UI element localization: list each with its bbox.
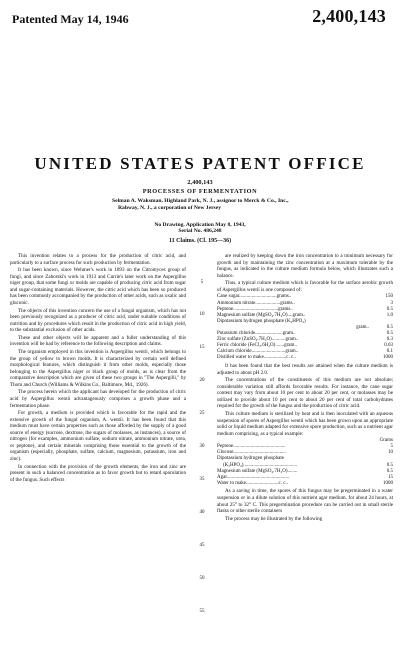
paragraph: The process herein which the applicant has developed for the production of citric acid by Aspergillus wentii advantageously comprises a growth phase and a fermentation phase.	[10, 389, 186, 409]
table-row: Peptone.......................................... 5	[217, 444, 393, 450]
line-number: 5	[200, 280, 204, 285]
claims-line: 11 Claims. (Cl. 195—36)	[168, 238, 232, 244]
table-row: Peptone....................................grams.. 0.5	[217, 306, 393, 312]
paragraph: It has been found that the best results are attained when the culture medium is adjusted to about pH 2.0.	[217, 363, 393, 376]
paragraph: This invention relates to a process for the production of citric acid, and particularly to a surface process for such production by fermentation.	[10, 253, 186, 266]
paragraph: The concentrations of the constituents of this medium are not absolute; considerable variation still affords favorable results. For instance, the cane sugar content may vary from about 10 per cent to about 20 per cent, or molasses may be utilized to provide about 10 per cent to about 20 per cent of total carbohydrates required for the growth of the fungus and the production of citric acid.	[217, 377, 393, 410]
patent-title: PROCESSES OF FERMENTATION	[142, 188, 258, 195]
patent-number-header: 2,400,143	[312, 6, 386, 26]
paragraph: The objects of this invention concern the use of a fungal organism, which has not been previously recognized as a producer of citric acid, under suitable conditions of nutrition and by procedures which result in the production of citric acid in high yield, to the substantial exclusion of other acids.	[10, 307, 186, 334]
patent-number-line: 2,400,143	[187, 179, 213, 186]
table-row: Calcium chloride...........................gram.. 0.1	[217, 349, 393, 355]
line-number: 55	[199, 609, 205, 614]
table-row: Agar.................................................. 15	[217, 474, 393, 480]
culture-medium-table	[217, 294, 393, 361]
paragraph: The organism employed in this invention is Aspergillus wentii, which belongs to the group of yellow to brown molds. It is characterized by certain well defined morphological features, which distinguish it from other molds, especially those belonging to the Aspergillus niger or black group of molds, as is clear from the comparative description which are given of these two groups in "The Aspergilli," by Thom and Church (Williams & Wilkins Co., Baltimore, Md., 1926).	[10, 349, 186, 388]
line-number: 35	[199, 477, 205, 482]
paragraph: are realized by keeping down the iron concentration to a minimum necessary for growth and by maintaining the zinc concentration at a maximum tolerable by the fungus, as indicated in the culture medium formula below, which illustrates such a balance.	[217, 253, 393, 279]
paragraph: These and other objects will be apparent and a fuller understanding of this invention will be had by reference to the following description and claims.	[10, 334, 186, 348]
paragraph: It has been known, since Wehmer's work in 1893 on the Citromyces group of fungi, and since Zahorski's work in 1913 and Currie's later work on the Aspergillus niger group, that some fungi or molds are capable of producing citric acid from sugar and sugar-containing materials. However, the citric acid which has been so produced has been commonly accompanied by the production of other acids, such as oxalic and gluconic.	[10, 267, 186, 306]
line-number: 40	[199, 510, 205, 515]
table-unit-header: Grams	[379, 438, 393, 444]
line-number: 15	[199, 345, 205, 350]
paragraph: This culture medium is sterilized by heat and is then inoculated with an aqueous suspension of spores of Aspergillus wentii which has been grown upon an appropriate solid or liquid medium adapted for extensive spore production, such as a nutrient agar medium comprising, as a typical example:	[217, 411, 393, 437]
patent-date: Patented May 14, 1946	[12, 12, 129, 26]
table-row: gram.. 0.5	[356, 324, 393, 330]
paragraph: In connection with the provision of the growth elements, the iron and zinc are present in such a balanced concentration as to favor growth but to retard sporulation of the fungus. Such effects	[10, 463, 186, 483]
table-row: Dipotassium hydrogen phosphate (K₂HPO₄)	[217, 318, 306, 324]
paragraph: As a saving in time, the spores of this fungus may be pregerminated in a water suspension or in a dilute solution of this nutrient agar medium, for about 24 hours, at about 25° to 32° C. This pregermination procedure can be carried out in small sterile flasks or other sterile containers	[217, 488, 393, 515]
application-info	[0, 222, 400, 235]
table-row: Dipotassium hydrogen phosphate	[217, 456, 284, 462]
table-row: Water to make..........................c. c.. 1000	[217, 480, 393, 486]
line-number: 25	[199, 411, 205, 416]
application-line-1: No Drawing. Application May 8, 1943,	[154, 222, 246, 228]
table-row: Ammonium nitrate....................grams.. 3	[217, 300, 393, 306]
office-heading: UNITED STATES PATENT OFFICE	[34, 154, 366, 173]
paragraph: Thus, a typical culture medium which is favorable for the surface aerobic growth of Aspergillus wentii is one composed of:	[217, 280, 393, 293]
left-column	[10, 253, 186, 484]
inventor-statement: Selman A. Waksman, Highland Park, N. J., assignor to Merck & Co., Inc., Rahway, N. J., a corporation of New Jersey	[112, 198, 289, 211]
table-row: Magnesium sulfate (MgSO₄.7H₂O)........ 0.5	[217, 468, 393, 474]
table-row: Cane sugar..............................grams.. 150	[217, 294, 393, 300]
paragraph: For growth, a medium is provided which is favorable for the rapid and the extensive growth of the fungal organism, A. wentii. It has been found that this medium must have certain properties such as those afforded by the supply of a good source of energy (sucrose, dextrose, the sugars of molasses, as instances), a source of nitrogen (for examples, ammonium sulfate, sodium nitrate, ammonium nitrate, urea, or peptone), and certain minerals comprising those essential to the growth of the organism (especially, phosphate, sulfate, calcium, magnesium, potassium, iron and zinc).	[10, 410, 186, 462]
table-row: Distilled water to make..................c. c.. 1000	[217, 355, 393, 361]
table-row: Zinc sulfate (ZnSO₄.7H₂O)...........gram.. 0.3	[217, 337, 393, 343]
line-number: 45	[199, 543, 205, 548]
line-number: 30	[199, 444, 205, 449]
line-number: 20	[199, 378, 205, 383]
line-number: 10	[199, 312, 205, 317]
right-column	[217, 253, 393, 523]
agar-medium-table	[217, 444, 393, 487]
paragraph: The process may be illustrated by the following	[225, 515, 323, 522]
table-row: Ferric chloride (FeCl₃.6H₂O).......gram.. 0.03	[217, 343, 393, 349]
table-row: Magnesium sulfate (MgSO₄.7H₂O)....gram.. 1.0	[217, 312, 393, 318]
table-row: (K₂HPO₄)........................................... 0.5	[223, 462, 393, 468]
table-row: Glucose.......................................... 10	[217, 450, 393, 456]
line-number: 50	[199, 576, 205, 581]
application-line-2: Serial No. 486,248	[178, 228, 222, 235]
table-row: Potassium chloride......................gram.. 0.5	[217, 331, 393, 337]
